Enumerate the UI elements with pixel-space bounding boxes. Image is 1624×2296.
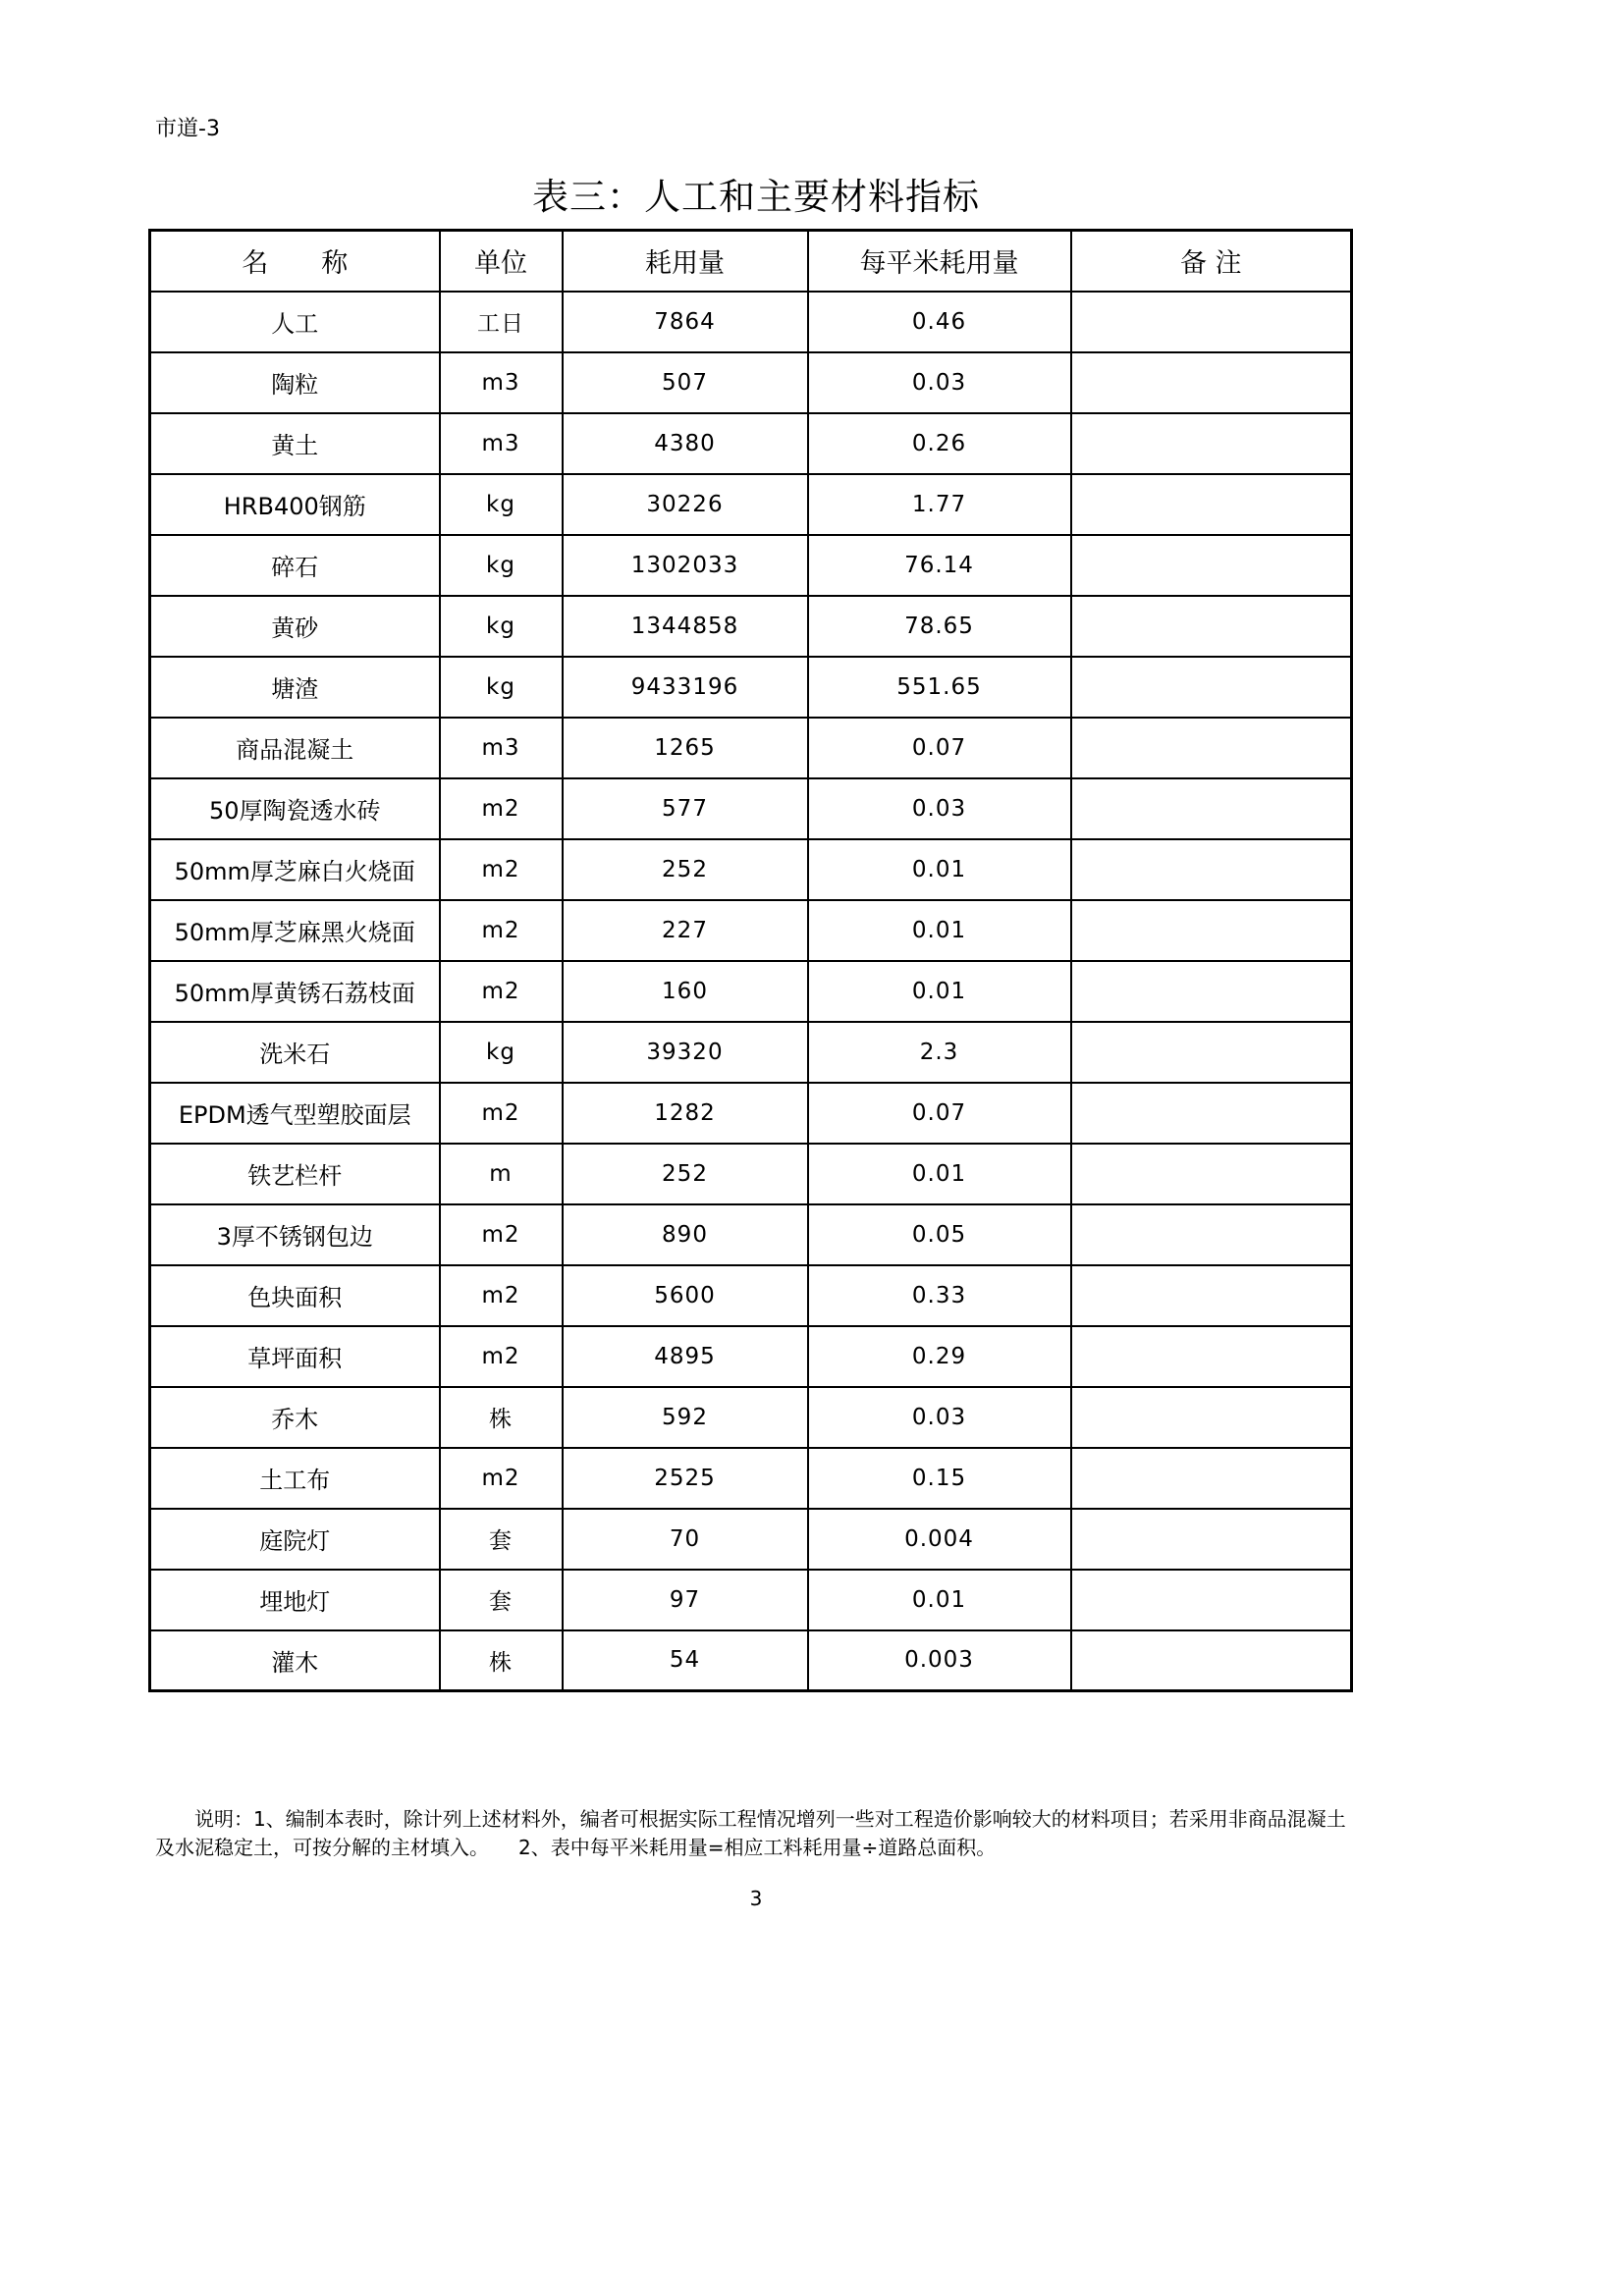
cell-unit: kg [440, 596, 563, 657]
cell-remark [1071, 961, 1352, 1022]
table-row [150, 961, 1352, 1022]
cell-per-sqm: 0.26 [808, 413, 1071, 474]
cell-quantity: 9433196 [563, 657, 808, 718]
cell-name: 50厚陶瓷透水砖 [150, 778, 440, 839]
cell-remark [1071, 474, 1352, 535]
table-body [150, 292, 1352, 1691]
cell-unit: m2 [440, 900, 563, 961]
cell-remark [1071, 1570, 1352, 1630]
table-row [150, 1630, 1352, 1691]
cell-per-sqm: 0.33 [808, 1265, 1071, 1326]
cell-unit: m2 [440, 961, 563, 1022]
table-row [150, 718, 1352, 778]
cell-name: 50mm厚黄锈石荔枝面 [150, 961, 440, 1022]
cell-per-sqm: 0.29 [808, 1326, 1071, 1387]
table-row [150, 292, 1352, 352]
cell-remark [1071, 1326, 1352, 1387]
cell-unit: kg [440, 535, 563, 596]
cell-quantity: 4380 [563, 413, 808, 474]
cell-quantity: 227 [563, 900, 808, 961]
cell-unit: m3 [440, 413, 563, 474]
table-row [150, 1204, 1352, 1265]
table-row [150, 1326, 1352, 1387]
table-row [150, 352, 1352, 413]
cell-per-sqm: 0.07 [808, 1083, 1071, 1144]
cell-unit: m2 [440, 1448, 563, 1509]
table-row [150, 596, 1352, 657]
table-row [150, 657, 1352, 718]
cell-per-sqm: 2.3 [808, 1022, 1071, 1083]
cell-name: 碎石 [150, 535, 440, 596]
table-row [150, 1387, 1352, 1448]
cell-quantity: 507 [563, 352, 808, 413]
cell-quantity: 39320 [563, 1022, 808, 1083]
cell-name: 乔木 [150, 1387, 440, 1448]
cell-per-sqm: 76.14 [808, 535, 1071, 596]
cell-per-sqm: 551.65 [808, 657, 1071, 718]
cell-name: 黄土 [150, 413, 440, 474]
cell-remark [1071, 718, 1352, 778]
cell-per-sqm: 0.46 [808, 292, 1071, 352]
cell-per-sqm: 78.65 [808, 596, 1071, 657]
cell-unit: 株 [440, 1630, 563, 1691]
cell-unit: kg [440, 657, 563, 718]
cell-unit: m3 [440, 718, 563, 778]
cell-per-sqm: 1.77 [808, 474, 1071, 535]
table-title: 表三：人工和主要材料指标 [532, 176, 980, 218]
cell-quantity: 252 [563, 839, 808, 900]
cell-quantity: 252 [563, 1144, 808, 1204]
cell-unit: 套 [440, 1570, 563, 1630]
cell-name: 3厚不锈钢包边 [150, 1204, 440, 1265]
cell-per-sqm: 0.15 [808, 1448, 1071, 1509]
cell-name: HRB400钢筋 [150, 474, 440, 535]
header-quantity: 耗用量 [563, 231, 808, 292]
cell-per-sqm: 0.01 [808, 839, 1071, 900]
cell-name: 50mm厚芝麻黑火烧面 [150, 900, 440, 961]
cell-name: 埋地灯 [150, 1570, 440, 1630]
cell-unit: m2 [440, 839, 563, 900]
cell-quantity: 5600 [563, 1265, 808, 1326]
table-row [150, 1144, 1352, 1204]
cell-name: 土工布 [150, 1448, 440, 1509]
cell-quantity: 70 [563, 1509, 808, 1570]
cell-remark [1071, 778, 1352, 839]
cell-per-sqm: 0.05 [808, 1204, 1071, 1265]
cell-per-sqm: 0.004 [808, 1509, 1071, 1570]
cell-quantity: 1265 [563, 718, 808, 778]
document-code: 市道-3 [155, 117, 220, 141]
cell-quantity: 30226 [563, 474, 808, 535]
cell-unit: m2 [440, 1083, 563, 1144]
cell-per-sqm: 0.01 [808, 1570, 1071, 1630]
table-row [150, 1265, 1352, 1326]
cell-unit: 套 [440, 1509, 563, 1570]
cell-remark [1071, 1448, 1352, 1509]
cell-remark [1071, 1265, 1352, 1326]
cell-remark [1071, 1387, 1352, 1448]
cell-remark [1071, 596, 1352, 657]
cell-remark [1071, 657, 1352, 718]
table-row [150, 1448, 1352, 1509]
cell-per-sqm: 0.01 [808, 900, 1071, 961]
cell-per-sqm: 0.01 [808, 961, 1071, 1022]
cell-quantity: 890 [563, 1204, 808, 1265]
cell-remark [1071, 1083, 1352, 1144]
cell-per-sqm: 0.07 [808, 718, 1071, 778]
cell-name: 色块面积 [150, 1265, 440, 1326]
cell-unit: m3 [440, 352, 563, 413]
cell-quantity: 2525 [563, 1448, 808, 1509]
cell-per-sqm: 0.01 [808, 1144, 1071, 1204]
cell-quantity: 160 [563, 961, 808, 1022]
cell-unit: m2 [440, 778, 563, 839]
cell-name: 庭院灯 [150, 1509, 440, 1570]
cell-quantity: 592 [563, 1387, 808, 1448]
cell-unit: 工日 [440, 292, 563, 352]
cell-name: 人工 [150, 292, 440, 352]
cell-unit: m2 [440, 1326, 563, 1387]
cell-name: 黄砂 [150, 596, 440, 657]
cell-per-sqm: 0.03 [808, 352, 1071, 413]
table-row [150, 1570, 1352, 1630]
cell-name: EPDM透气型塑胶面层 [150, 1083, 440, 1144]
table-row [150, 474, 1352, 535]
table-row [150, 778, 1352, 839]
table-row [150, 900, 1352, 961]
header-name: 名 称 [150, 231, 440, 292]
page-number: 3 [749, 1887, 763, 1910]
cell-unit: 株 [440, 1387, 563, 1448]
materials-table [148, 229, 1353, 1692]
header-remark: 备 注 [1071, 231, 1352, 292]
cell-per-sqm: 0.03 [808, 778, 1071, 839]
cell-remark [1071, 839, 1352, 900]
header-per-sqm: 每平米耗用量 [808, 231, 1071, 292]
table-row [150, 413, 1352, 474]
cell-unit: kg [440, 1022, 563, 1083]
cell-remark [1071, 1630, 1352, 1691]
cell-remark [1071, 292, 1352, 352]
table-row [150, 1022, 1352, 1083]
cell-unit: m2 [440, 1265, 563, 1326]
cell-quantity: 1282 [563, 1083, 808, 1144]
cell-quantity: 4895 [563, 1326, 808, 1387]
cell-remark [1071, 1204, 1352, 1265]
cell-name: 草坪面积 [150, 1326, 440, 1387]
cell-remark [1071, 535, 1352, 596]
cell-remark [1071, 1144, 1352, 1204]
cell-remark [1071, 1509, 1352, 1570]
cell-quantity: 1302033 [563, 535, 808, 596]
cell-name: 50mm厚芝麻白火烧面 [150, 839, 440, 900]
table-row [150, 839, 1352, 900]
cell-remark [1071, 1022, 1352, 1083]
cell-remark [1071, 413, 1352, 474]
cell-unit: m2 [440, 1204, 563, 1265]
cell-unit: m [440, 1144, 563, 1204]
cell-per-sqm: 0.03 [808, 1387, 1071, 1448]
cell-name: 商品混凝土 [150, 718, 440, 778]
cell-name: 灌木 [150, 1630, 440, 1691]
cell-name: 铁艺栏杆 [150, 1144, 440, 1204]
cell-name: 洗米石 [150, 1022, 440, 1083]
cell-remark [1071, 352, 1352, 413]
cell-unit: kg [440, 474, 563, 535]
table-row [150, 1509, 1352, 1570]
table-header-row [150, 231, 1352, 292]
table-row [150, 535, 1352, 596]
table-row [150, 1083, 1352, 1144]
cell-remark [1071, 900, 1352, 961]
cell-quantity: 54 [563, 1630, 808, 1691]
cell-per-sqm: 0.003 [808, 1630, 1071, 1691]
explanatory-note: 说明：1、编制本表时，除计列上述材料外，编者可根据实际工程情况增列一些对工程造价影响较大的材料项目；若采用非商品混凝土及水泥稳定土，可按分解的主材填入。 2、表中每平米耗用量=相应工料耗用量÷道路总面积。 [155, 1807, 1346, 1859]
cell-quantity: 97 [563, 1570, 808, 1630]
cell-name: 塘渣 [150, 657, 440, 718]
cell-quantity: 7864 [563, 292, 808, 352]
cell-quantity: 1344858 [563, 596, 808, 657]
header-unit: 单位 [440, 231, 563, 292]
cell-name: 陶粒 [150, 352, 440, 413]
cell-quantity: 577 [563, 778, 808, 839]
